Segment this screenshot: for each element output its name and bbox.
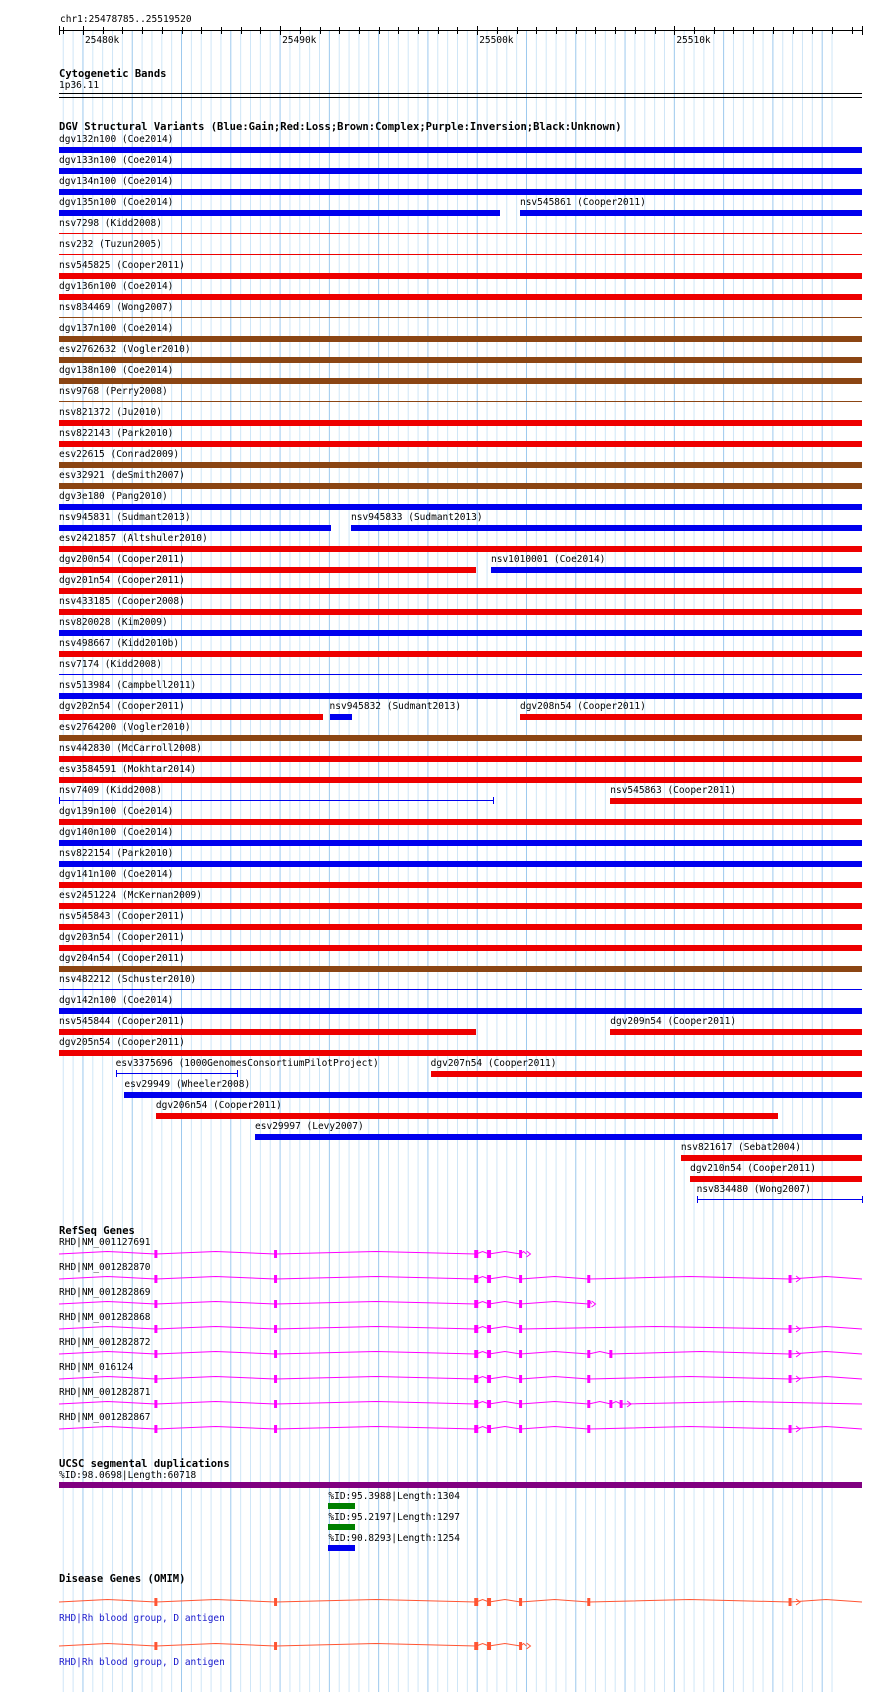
omim-track-title[interactable]: Disease Genes (OMIM) xyxy=(59,1573,186,1585)
variant-label[interactable]: nsv482212 (Schuster2010) xyxy=(59,974,197,985)
variant-label[interactable]: dgv137n100 (Coe2014) xyxy=(59,323,174,334)
variant-label[interactable]: nsv822143 (Park2010) xyxy=(59,428,174,439)
variant-bar[interactable] xyxy=(116,1073,237,1074)
variant-bar[interactable] xyxy=(59,819,862,825)
ruler-minor-tick xyxy=(241,27,242,34)
variant-bar[interactable] xyxy=(124,1092,862,1098)
ruler-major-tick xyxy=(674,26,675,35)
variant-label[interactable]: dgv200n54 (Cooper2011) xyxy=(59,554,185,565)
ruler-major-tick xyxy=(477,26,478,35)
ruler-axis xyxy=(59,30,862,31)
variant-bar[interactable] xyxy=(59,777,862,783)
variant-label[interactable]: dgv201n54 (Cooper2011) xyxy=(59,575,185,586)
variant-label[interactable]: dgv202n54 (Cooper2011) xyxy=(59,701,185,712)
transcript-label[interactable]: RHD|NM_001282872 xyxy=(59,1337,151,1348)
variant-label[interactable]: dgv139n100 (Coe2014) xyxy=(59,806,174,817)
variant-label[interactable]: dgv141n100 (Coe2014) xyxy=(59,869,174,880)
variant-label[interactable]: nsv513984 (Campbell2011) xyxy=(59,680,197,691)
variant-bar[interactable] xyxy=(59,147,862,153)
variant-label[interactable]: nsv545844 (Cooper2011) xyxy=(59,1016,185,1027)
variant-label[interactable]: esv3375696 (1000GenomesConsortiumPilotProject) xyxy=(115,1058,379,1069)
omim-gene-label[interactable]: RHD|Rh blood group, D antigen xyxy=(59,1657,225,1668)
variant-label[interactable]: dgv206n54 (Cooper2011) xyxy=(155,1100,282,1111)
ruler-minor-tick xyxy=(457,27,458,34)
variant-label[interactable]: nsv7174 (Kidd2008) xyxy=(59,659,162,670)
ruler-minor-tick xyxy=(162,27,163,34)
variant-bar[interactable] xyxy=(59,651,862,657)
variant-bar[interactable] xyxy=(59,317,862,318)
variant-bar[interactable] xyxy=(59,504,862,510)
variant-bar[interactable] xyxy=(59,378,862,384)
ruler-tick-label: 25510k xyxy=(676,35,711,46)
omim-gene-label[interactable]: RHD|Rh blood group, D antigen xyxy=(59,1613,225,1624)
variant-label[interactable]: nsv945833 (Sudmant2013) xyxy=(351,512,483,523)
cytoband-line xyxy=(59,93,862,94)
variant-bar-end-right xyxy=(862,1196,863,1203)
variant-label[interactable]: esv29997 (Levy2007) xyxy=(255,1121,364,1132)
variant-bar[interactable] xyxy=(59,756,862,762)
variant-bar[interactable] xyxy=(690,1176,862,1182)
ruler-minor-tick xyxy=(793,27,794,34)
variant-bar[interactable] xyxy=(59,1008,862,1014)
variant-label[interactable]: esv29949 (Wheeler2008) xyxy=(124,1079,251,1090)
transcript-label[interactable]: RHD|NM_001282867 xyxy=(59,1412,151,1423)
variant-bar[interactable] xyxy=(59,882,862,888)
variant-bar[interactable] xyxy=(59,294,862,300)
segdup-bar[interactable] xyxy=(59,1482,862,1488)
ruler-minor-tick xyxy=(201,27,202,34)
ruler-tick-label: 25480k xyxy=(84,35,120,46)
variant-bar[interactable] xyxy=(59,441,862,447)
transcript-label[interactable]: RHD|NM_001282870 xyxy=(59,1262,151,1273)
variant-label[interactable]: nsv433185 (Cooper2008) xyxy=(59,596,185,607)
variant-label[interactable]: nsv821617 (Sebat2004) xyxy=(680,1142,801,1153)
variant-label[interactable]: nsv545843 (Cooper2011) xyxy=(59,911,185,922)
ruler-minor-tick xyxy=(260,27,261,34)
variant-bar[interactable] xyxy=(59,630,862,636)
variant-label[interactable]: dgv142n100 (Coe2014) xyxy=(59,995,174,1006)
ruler-minor-tick xyxy=(773,27,774,34)
variant-bar-end-left xyxy=(59,797,60,804)
variant-bar[interactable] xyxy=(59,336,862,342)
variant-bar-end-right xyxy=(237,1070,238,1077)
variant-bar[interactable] xyxy=(59,966,862,972)
variant-bar-end-left xyxy=(697,1196,698,1203)
ruler-minor-tick xyxy=(497,27,498,34)
cytoband-line-lower xyxy=(59,97,862,98)
variant-bar[interactable] xyxy=(59,861,862,867)
variant-bar[interactable] xyxy=(59,800,493,801)
variant-bar-end-right xyxy=(493,797,494,804)
variant-bar[interactable] xyxy=(59,420,862,426)
ruler-major-tick xyxy=(280,26,281,35)
ruler-minor-tick xyxy=(832,27,833,34)
ruler-start-tick xyxy=(59,26,60,35)
variant-bar[interactable] xyxy=(520,210,862,216)
variant-label[interactable]: nsv834480 (Wong2007) xyxy=(696,1184,811,1195)
ruler-minor-tick xyxy=(655,27,656,34)
variant-label[interactable]: nsv945831 (Sudmant2013) xyxy=(59,512,191,523)
variant-label[interactable]: esv22615 (Conrad2009) xyxy=(59,449,180,460)
ruler-minor-tick xyxy=(418,27,419,34)
variant-bar[interactable] xyxy=(59,357,862,363)
segdup-bar[interactable] xyxy=(328,1545,354,1551)
variant-bar[interactable] xyxy=(59,1050,862,1056)
ruler-minor-tick xyxy=(359,27,360,34)
variant-label[interactable]: nsv821372 (Ju2010) xyxy=(59,407,162,418)
variant-label[interactable]: dgv138n100 (Coe2014) xyxy=(59,365,174,376)
segdup-track-title[interactable]: UCSC segmental duplications xyxy=(59,1458,230,1470)
variant-label[interactable]: dgv134n100 (Coe2014) xyxy=(59,176,174,187)
variant-bar[interactable] xyxy=(59,254,862,255)
variant-label[interactable]: dgv133n100 (Coe2014) xyxy=(59,155,174,166)
refseq-track-title[interactable]: RefSeq Genes xyxy=(59,1225,135,1237)
variant-label[interactable]: nsv545825 (Cooper2011) xyxy=(59,260,185,271)
ruler-minor-tick xyxy=(182,27,183,34)
variant-bar[interactable] xyxy=(697,1199,862,1200)
ruler-minor-tick xyxy=(63,27,64,34)
ruler-minor-tick xyxy=(438,27,439,34)
variant-bar[interactable] xyxy=(59,840,862,846)
variant-bar[interactable] xyxy=(59,462,862,468)
variant-bar[interactable] xyxy=(351,525,862,531)
ruler-minor-tick xyxy=(122,27,123,34)
ruler-end-tick xyxy=(862,26,863,35)
ruler-minor-tick xyxy=(615,27,616,34)
variant-label[interactable]: nsv834469 (Wong2007) xyxy=(59,302,174,313)
variant-label[interactable]: nsv545861 (Cooper2011) xyxy=(519,197,646,208)
ruler-minor-tick xyxy=(576,27,577,34)
variant-label[interactable]: nsv442830 (McCarroll2008) xyxy=(59,743,202,754)
variant-bar[interactable] xyxy=(59,483,862,489)
transcript-label[interactable]: RHD|NM_001282871 xyxy=(59,1387,151,1398)
ruler-tick-label: 25490k xyxy=(282,35,317,46)
ruler-minor-tick xyxy=(753,27,754,34)
variant-bar[interactable] xyxy=(255,1134,862,1140)
ruler-minor-tick xyxy=(103,27,104,34)
cytoband-track-title[interactable]: Cytogenetic Bands xyxy=(59,68,167,80)
variant-bar[interactable] xyxy=(681,1155,862,1161)
segdup-label[interactable]: %ID:95.2197|Length:1297 xyxy=(328,1512,460,1523)
variant-bar[interactable] xyxy=(156,1113,778,1119)
ruler-minor-tick xyxy=(320,27,321,34)
variant-bar-end-left xyxy=(116,1070,117,1077)
segdup-label[interactable]: %ID:90.8293|Length:1254 xyxy=(328,1533,460,1544)
transcript-label[interactable]: RHD|NM_001282869 xyxy=(59,1287,151,1298)
ruler-minor-tick xyxy=(595,27,596,34)
variant-label[interactable]: dgv208n54 (Cooper2011) xyxy=(519,701,646,712)
variant-bar[interactable] xyxy=(59,924,862,930)
ruler-minor-tick xyxy=(635,27,636,34)
variant-bar[interactable] xyxy=(59,189,862,195)
variant-label[interactable]: dgv132n100 (Coe2014) xyxy=(59,134,174,145)
variant-label[interactable]: dgv209n54 (Cooper2011) xyxy=(610,1016,737,1027)
variant-label[interactable]: dgv207n54 (Cooper2011) xyxy=(430,1058,557,1069)
variant-bar[interactable] xyxy=(59,945,862,951)
segdup-label[interactable]: %ID:98.0698|Length:60718 xyxy=(59,1470,197,1481)
transcript-label[interactable]: RHD|NM_016124 xyxy=(59,1362,134,1373)
ruler-minor-tick xyxy=(142,27,143,34)
variant-bar[interactable] xyxy=(59,168,862,174)
variant-bar[interactable] xyxy=(59,567,476,573)
ruler-minor-tick xyxy=(221,27,222,34)
ruler-minor-tick xyxy=(379,27,380,34)
variant-label[interactable]: nsv232 (Tuzun2005) xyxy=(59,239,162,250)
variant-label[interactable]: dgv136n100 (Coe2014) xyxy=(59,281,174,292)
variant-bar[interactable] xyxy=(59,273,862,279)
variant-bar[interactable] xyxy=(59,210,500,216)
variant-bar[interactable] xyxy=(431,1071,862,1077)
ruler-minor-tick xyxy=(714,27,715,34)
variant-bar[interactable] xyxy=(610,798,862,804)
variant-bar[interactable] xyxy=(59,401,862,402)
variant-label[interactable]: dgv140n100 (Coe2014) xyxy=(59,827,174,838)
ruler-tick-label: 25500k xyxy=(479,35,514,46)
variant-bar[interactable] xyxy=(59,714,323,720)
transcript-label[interactable]: RHD|NM_001127691 xyxy=(59,1237,151,1248)
variant-bar[interactable] xyxy=(59,609,862,615)
ruler-major-tick xyxy=(83,26,84,35)
variant-label[interactable]: nsv1010001 (Coe2014) xyxy=(491,554,606,565)
variant-bar[interactable] xyxy=(59,546,862,552)
ruler-minor-tick xyxy=(300,27,301,34)
segdup-bar[interactable] xyxy=(328,1503,354,1509)
cytoband-label: 1p36.11 xyxy=(59,80,100,91)
variant-bar[interactable] xyxy=(59,903,862,909)
ruler-minor-tick xyxy=(398,27,399,34)
ruler-minor-tick xyxy=(556,27,557,34)
ruler-minor-tick xyxy=(339,27,340,34)
variant-bar[interactable] xyxy=(330,714,353,720)
variant-bar[interactable] xyxy=(59,989,862,990)
variant-bar[interactable] xyxy=(59,525,331,531)
variant-bar[interactable] xyxy=(59,674,862,675)
variant-label[interactable]: nsv945832 (Sudmant2013) xyxy=(329,701,462,712)
variant-bar[interactable] xyxy=(59,588,862,594)
ruler-minor-tick xyxy=(852,27,853,34)
variant-label[interactable]: nsv7298 (Kidd2008) xyxy=(59,218,162,229)
variant-label[interactable]: nsv498667 (Kidd2010b) xyxy=(59,638,180,649)
variant-label[interactable]: nsv9768 (Perry2008) xyxy=(59,386,168,397)
variant-bar[interactable] xyxy=(59,233,862,234)
variant-label[interactable]: dgv204n54 (Cooper2011) xyxy=(59,953,185,964)
variant-bar[interactable] xyxy=(59,693,862,699)
variant-label[interactable]: esv2421857 (Altshuler2010) xyxy=(59,533,208,544)
ruler-minor-tick xyxy=(812,27,813,34)
variant-bar[interactable] xyxy=(59,735,862,741)
ruler-minor-tick xyxy=(694,27,695,34)
variant-label[interactable]: dgv203n54 (Cooper2011) xyxy=(59,932,185,943)
variant-label[interactable]: esv2762632 (Vogler2010) xyxy=(59,344,191,355)
variant-label[interactable]: nsv545863 (Cooper2011) xyxy=(610,785,737,796)
segdup-bar[interactable] xyxy=(328,1524,354,1530)
variant-bar[interactable] xyxy=(491,567,862,573)
ruler-position: chr1:25478785..25519520 xyxy=(60,14,192,25)
variant-label[interactable]: esv32921 (deSmith2007) xyxy=(59,470,185,481)
transcript-label[interactable]: RHD|NM_001282868 xyxy=(59,1312,151,1323)
variant-label[interactable]: dgv3e180 (Pang2010) xyxy=(59,491,168,502)
variant-label[interactable]: esv3584591 (Mokhtar2014) xyxy=(59,764,197,775)
variant-label[interactable]: nsv820028 (Kim2009) xyxy=(59,617,168,628)
ruler-minor-tick xyxy=(536,27,537,34)
variant-bar[interactable] xyxy=(610,1029,862,1035)
segdup-label[interactable]: %ID:95.3988|Length:1304 xyxy=(328,1491,460,1502)
variant-bar[interactable] xyxy=(59,1029,476,1035)
variant-label[interactable]: dgv205n54 (Cooper2011) xyxy=(59,1037,185,1048)
variant-label[interactable]: nsv7409 (Kidd2008) xyxy=(59,785,162,796)
variant-label[interactable]: esv2764200 (Vogler2010) xyxy=(59,722,191,733)
ruler-minor-tick xyxy=(517,27,518,34)
variant-bar[interactable] xyxy=(520,714,862,720)
variant-label[interactable]: dgv135n100 (Coe2014) xyxy=(59,197,174,208)
variant-label[interactable]: dgv210n54 (Cooper2011) xyxy=(690,1163,816,1174)
dgv-track-title[interactable]: DGV Structural Variants (Blue:Gain;Red:Loss;Brown:Complex;Purple:Inversion;Black:Unknown) xyxy=(59,121,622,133)
ruler-minor-tick xyxy=(733,27,734,34)
variant-label[interactable]: esv2451224 (McKernan2009) xyxy=(59,890,202,901)
variant-label[interactable]: nsv822154 (Park2010) xyxy=(59,848,174,859)
